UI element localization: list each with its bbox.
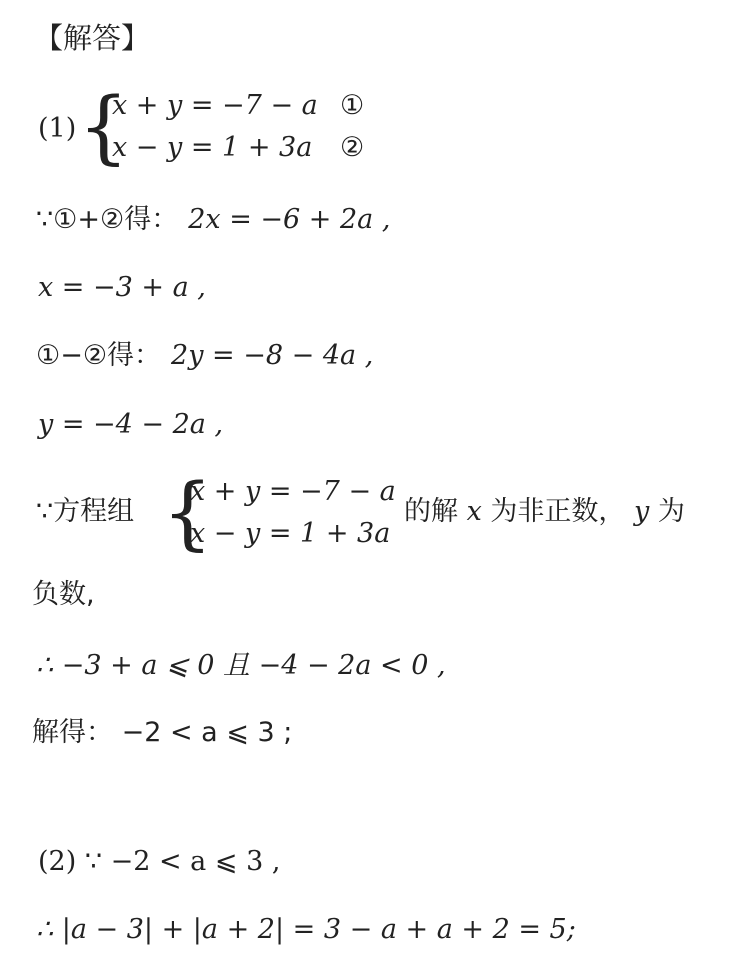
part2-evaluation: ∴ |a − 3| + |a + 2| = 3 − a + a + 2 = 5; (36, 914, 576, 945)
system2-eq2: x − y = 1 + 3a (190, 518, 391, 549)
step3-math: 2y = −8 − 4a , (171, 340, 374, 371)
inequality-system: ∴ −3 + a ⩽ 0 且 −4 − 2a < 0 , (36, 650, 446, 681)
step1-math: 2x = −6 + 2a , (188, 204, 391, 235)
solution-heading: 【解答】 (34, 21, 151, 55)
system1-brace: { (78, 80, 129, 173)
condition-wrap: 负数, (32, 579, 95, 610)
system2-brace: { (162, 466, 213, 559)
system1-eq1: x + y = −7 − a (112, 90, 318, 121)
step-subtract-equations (36, 336, 373, 376)
condition-var-x: x (466, 496, 482, 527)
step-y-solution: y = −4 − 2a , (38, 409, 224, 440)
step-x-solution: x = −3 + a , (38, 272, 206, 303)
condition-var-y: y (634, 496, 650, 527)
system1-tag2: ② (340, 132, 365, 163)
system1-tag1: ① (340, 90, 365, 121)
step-add-equations (36, 200, 390, 240)
system1-eq2: x − y = 1 + 3a (112, 132, 313, 163)
condition-mid1: 的解 (404, 496, 458, 527)
system2-eq1: x + y = −7 − a (190, 476, 396, 507)
step3-prefix: ①−②得： (36, 340, 162, 371)
condition-mid2: 为非正数， (490, 496, 626, 527)
condition-prefix: ∵方程组 (36, 496, 135, 527)
condition-mid3: 为 (657, 496, 685, 527)
part1-label: (1) (38, 113, 77, 144)
condition-text (404, 492, 685, 532)
result-range: 解得： −2 < a ⩽ 3 ; (32, 717, 293, 748)
part2-given: (2) ∵ −2 < a ⩽ 3 , (38, 846, 281, 877)
step1-prefix: ∵①+②得： (36, 204, 179, 235)
